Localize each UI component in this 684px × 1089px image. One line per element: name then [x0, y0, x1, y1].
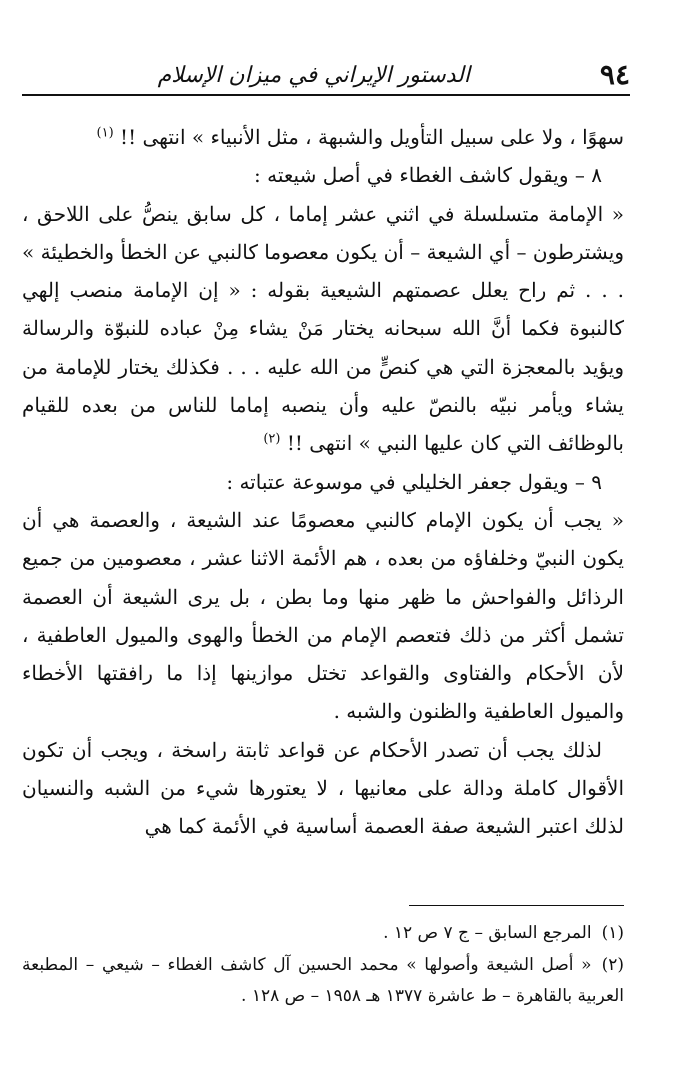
- paragraph: ٨ – ويقول كاشف الغطاء في أصل شيعته :: [254, 163, 602, 188]
- footnote: [22, 950, 624, 1013]
- footnote: [22, 918, 624, 950]
- footnote-separator: [409, 905, 624, 906]
- footnote-reference: (١): [96, 125, 114, 141]
- footnote-text: « أصل الشيعة وأصولها » محمد الحسين آل كاشف الغطاء – شيعي – المطبعة العربية بالقاهرة – ط عاشرة ١٣٧٧ هـ ١٩٥٨ – ص ١٢٨ .: [22, 954, 624, 1006]
- running-title: الدستور الإيراني في ميزان الإسلام: [157, 63, 470, 88]
- footnote-reference: (٢): [263, 431, 281, 447]
- paragraph: ٩ – ويقول جعفر الخليلي في موسوعة عتباته :: [226, 469, 602, 494]
- footnote-mark: (٢): [601, 954, 624, 975]
- footnote-text: المرجع السابق – ج ٧ ص ١٢ .: [383, 923, 592, 943]
- footnote-mark: (١): [601, 923, 624, 943]
- page-number: ٩٤: [599, 58, 630, 91]
- paragraph: [22, 195, 624, 463]
- paragraph: [22, 118, 624, 156]
- paragraph: « يجب أن يكون الإمام كالنبي معصومًا عند الشيعة ، والعصمة هي أن يكون النبيّ وخلفاؤه من بعده ، هم الأئمة الاثنا عشر ، معصومين من جميع الرذائل والفواحش ما ظهر منها وما بطن ، بل يرى الشيعة أن العصمة تشمل أكثر من ذلك فتعصم الإمام من الخطأ والهوى والميول العاطفية ، لأن الأحكام والفتاوى والقواعد تختل موازينها إذا ما رافقتها الأخطاء والميول العاطفية والظنون والشبه .: [22, 507, 625, 724]
- footnotes: [22, 918, 624, 1013]
- page-header: [22, 58, 630, 96]
- main-text: [22, 118, 624, 846]
- paragraph: لذلك يجب أن تصدر الأحكام عن قواعد ثابتة راسخة ، ويجب أن تكون الأقوال كاملة ودالة على معانيها ، لا يعتورها شيء من الشبه والنسيان لذلك اعتبر الشيعة صفة العصمة أساسية في الأئمة كما هي: [22, 737, 624, 839]
- quoted-text: « الإمامة متسلسلة في اثني عشر إماما ، كل سابق ينصُّ على اللاحق ، ويشترطون – أي الشيعة – أن يكون معصوما كالنبي عن الخطأ والخطيئة » . . . ثم راح يعلل عصمتهم الشيعية بقوله : « إن الإمامة منصب إلهي كالنبوة فكما أنَّ الله سبحانه يختار مَنْ يشاء مِنْ عباده للنبوّة والرسالة ويؤيد بالمعجزة التي هي كنصٍّ من الله عليه . . . فكذلك يختار للإمامة من يشاء ويأمر نبيّه بالنصّ عليه وأن ينصبه إماما للناس من بعده للقيام بالوظائف التي كان عليها النبي » انتهى !!: [22, 201, 624, 456]
- paragraph-text: سهوًا ، ولا على سبيل التأويل والشبهة ، مثل الأنبياء » انتهى !!: [120, 125, 624, 149]
